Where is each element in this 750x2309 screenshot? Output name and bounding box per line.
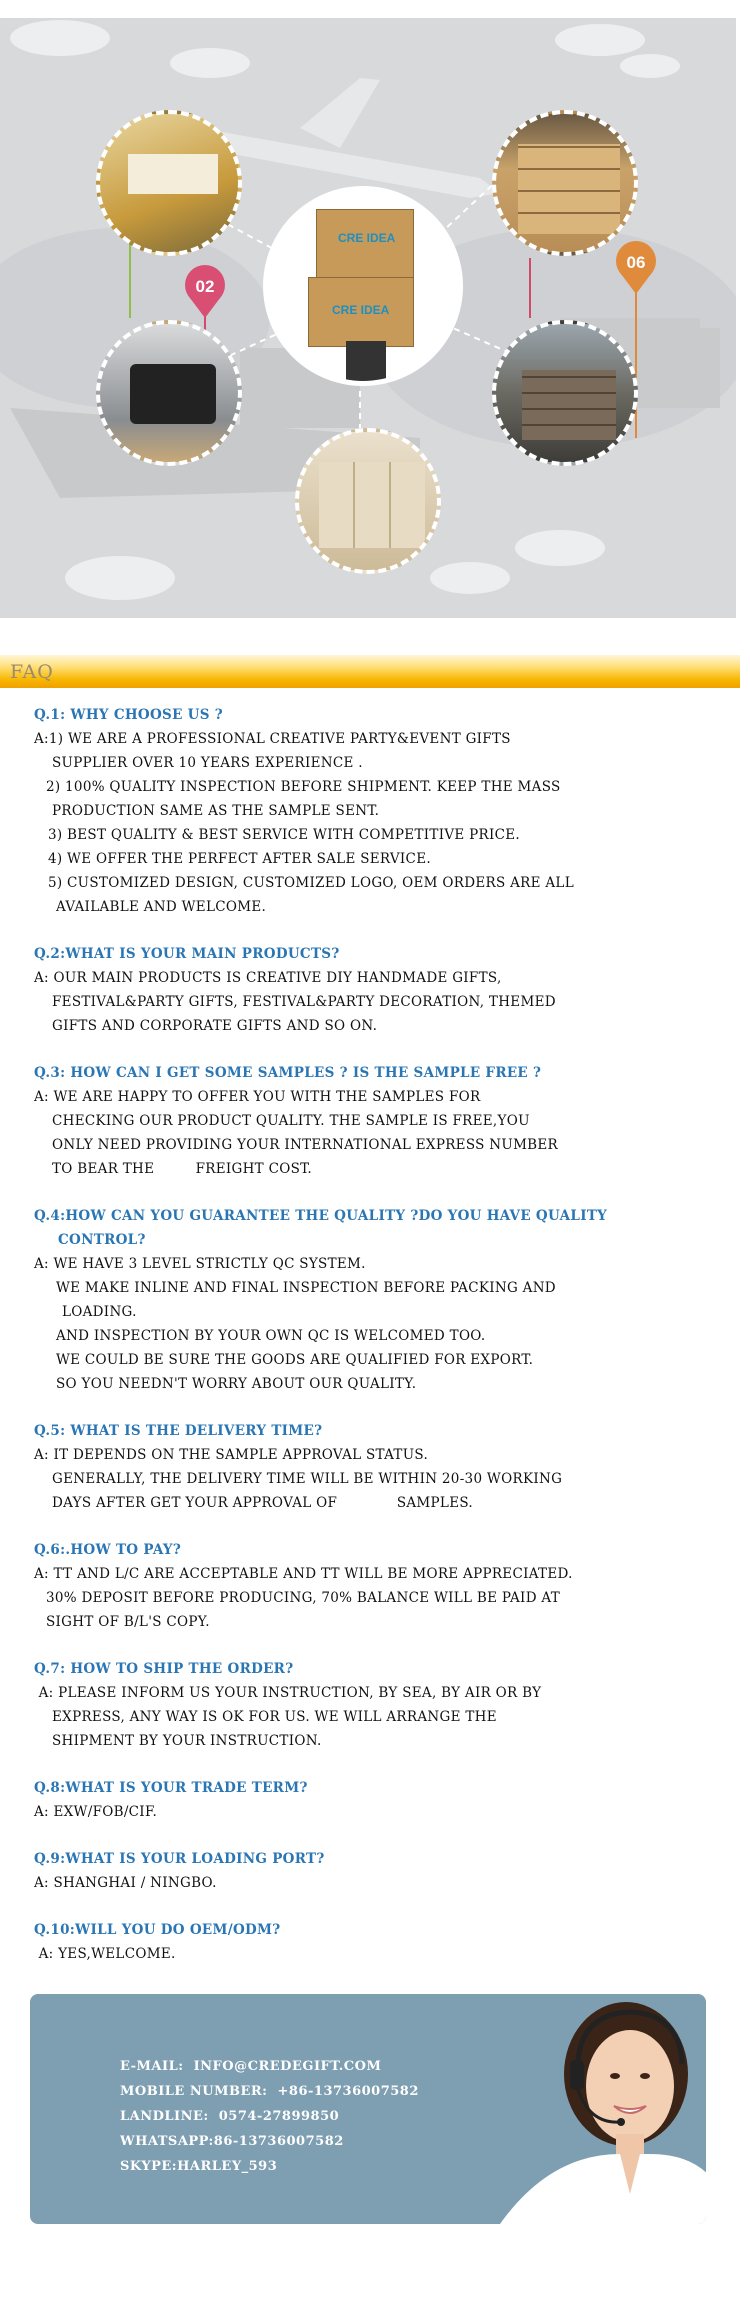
faq-answer-line: CHECKING OUR PRODUCT QUALITY. THE SAMPLE IS FREE,YOU [52,1113,530,1129]
faq-question-line: Q.2:WHAT IS YOUR MAIN PRODUCTS? [34,946,340,962]
faq-list [34,703,724,1989]
faq-item [34,1061,724,1181]
faq-item [34,942,724,1038]
faq-answer-line: A: SHANGHAI / NINGBO. [34,1875,217,1891]
faq-item [34,1204,724,1396]
faq-answer-line: GENERALLY, THE DELIVERY TIME WILL BE WITHIN 20-30 WORKING [52,1471,563,1487]
faq-answer-line: TO BEAR THE FREIGHT COST. [52,1161,313,1177]
faq-question-line: Q.6:.HOW TO PAY? [34,1542,182,1558]
faq-answer [34,1562,724,1634]
faq-answer-line: ONLY NEED PROVIDING YOUR INTERNATIONAL EXPRESS NUMBER [52,1137,559,1153]
faq-item [34,1538,724,1634]
photo-person-with-boxes [263,186,463,386]
faq-question [34,703,724,727]
faq-question-line: Q.3: HOW CAN I GET SOME SAMPLES ? IS THE SAMPLE FREE ? [34,1065,542,1081]
faq-answer-line: A: TT AND L/C ARE ACCEPTABLE AND TT WILL BE MORE APPRECIATED. [34,1566,573,1582]
photo-packed-product [96,320,242,466]
contact-landline: LANDLINE: 0574-27899850 [120,2109,340,2124]
step-badge-06: 06 [626,253,646,272]
faq-answer [34,966,724,1038]
faq-answer-line: DAYS AFTER GET YOUR APPROVAL OF SAMPLES. [52,1495,474,1511]
faq-answer [34,1871,724,1895]
faq-question-line: Q.1: WHY CHOOSE US ? [34,707,224,723]
step-badge-02: 02 [195,277,215,296]
faq-answer-line: A: PLEASE INFORM US YOUR INSTRUCTION, BY SEA, BY AIR OR BY [34,1685,542,1701]
faq-answer-line: EXPRESS, ANY WAY IS OK FOR US. WE WILL ARRANGE THE [52,1709,497,1725]
faq-item [34,1918,724,1966]
faq-answer [34,1942,724,1966]
faq-item [34,1419,724,1515]
faq-answer [34,1800,724,1824]
faq-answer-line: 5) CUSTOMIZED DESIGN, CUSTOMIZED LOGO, OEM ORDERS ARE ALL [48,875,574,891]
faq-item [34,1657,724,1753]
faq-question [34,1847,724,1871]
faq-answer-line: WE COULD BE SURE THE GOODS ARE QUALIFIED FOR EXPORT. [56,1352,534,1368]
faq-question [34,1061,724,1085]
faq-question-line: Q.7: HOW TO SHIP THE ORDER? [34,1661,294,1677]
faq-answer-line: SUPPLIER OVER 10 YEARS EXPERIENCE . [52,755,363,771]
faq-answer-line: FESTIVAL&PARTY GIFTS, FESTIVAL&PARTY DECORATION, THEMED [52,994,556,1010]
faq-answer [34,1085,724,1181]
faq-answer-line: AVAILABLE AND WELCOME. [56,899,267,915]
faq-question-line: Q.8:WHAT IS YOUR TRADE TERM? [34,1780,308,1796]
box-label-bottom: CRE IDEA [332,303,390,317]
photo-carton-stack [295,428,441,574]
faq-answer-line: GIFTS AND CORPORATE GIFTS AND SO ON. [52,1018,378,1034]
faq-answer [34,1252,724,1396]
faq-question [34,1918,724,1942]
faq-question-line: CONTROL? [58,1232,146,1248]
faq-answer [34,1443,724,1515]
faq-answer-line: 3) BEST QUALITY & BEST SERVICE WITH COMPETITIVE PRICE. [48,827,520,843]
faq-answer-line: 4) WE OFFER THE PERFECT AFTER SALE SERVICE. [48,851,431,867]
faq-answer-line: A:1) WE ARE A PROFESSIONAL CREATIVE PARTY&EVENT GIFTS [34,731,511,747]
faq-answer-line: A: OUR MAIN PRODUCTS IS CREATIVE DIY HANDMADE GIFTS, [34,970,502,986]
faq-header-bar [0,655,740,688]
faq-answer-line: 2) 100% QUALITY INSPECTION BEFORE SHIPMENT. KEEP THE MASS [46,779,561,795]
faq-question [34,1419,724,1443]
faq-answer-line: A: WE HAVE 3 LEVEL STRICTLY QC SYSTEM. [34,1256,366,1272]
faq-answer-line: PRODUCTION SAME AS THE SAMPLE SENT. [52,803,380,819]
faq-answer-line: SIGHT OF B/L'S COPY. [46,1614,210,1630]
faq-question [34,1776,724,1800]
faq-item [34,1847,724,1895]
faq-answer-line: A: WE ARE HAPPY TO OFFER YOU WITH THE SAMPLES FOR [34,1089,481,1105]
faq-answer [34,1681,724,1753]
faq-question [34,1657,724,1681]
faq-answer-line: SO YOU NEEDN'T WORRY ABOUT OUR QUALITY. [56,1376,417,1392]
faq-answer-line: 30% DEPOSIT BEFORE PRODUCING, 70% BALANCE WILL BE PAID AT [46,1590,561,1606]
faq-question-line: Q.4:HOW CAN YOU GUARANTEE THE QUALITY ?DO YOU HAVE QUALITY [34,1208,608,1224]
contact-whatsapp: WHATSAPP:86-13736007582 [120,2134,344,2149]
box-label-top: CRE IDEA [338,231,396,245]
faq-question-line: Q.9:WHAT IS YOUR LOADING PORT? [34,1851,325,1867]
photo-pallet-loading [492,320,638,466]
faq-answer-line: A: EXW/FOB/CIF. [34,1804,158,1820]
faq-answer-line: A: IT DEPENDS ON THE SAMPLE APPROVAL STATUS. [34,1447,429,1463]
hero-illustration [0,18,736,618]
photo-warehouse-cartons [492,110,638,256]
contact-email: E-MAIL: INFO@CREDEGIFT.COM [120,2059,382,2074]
contact-panel [30,1994,706,2224]
faq-answer-line: SHIPMENT BY YOUR INSTRUCTION. [52,1733,322,1749]
photo-product-tray [96,110,242,256]
faq-question-line: Q.5: WHAT IS THE DELIVERY TIME? [34,1423,323,1439]
faq-question [34,1204,724,1252]
faq-item [34,1776,724,1824]
faq-question [34,1538,724,1562]
faq-answer-line: LOADING. [62,1304,137,1320]
faq-item [34,703,724,919]
faq-question-line: Q.10:WILL YOU DO OEM/ODM? [34,1922,281,1938]
faq-answer-line: WE MAKE INLINE AND FINAL INSPECTION BEFORE PACKING AND [56,1280,556,1296]
contact-mobile: MOBILE NUMBER: +86-13736007582 [120,2084,419,2099]
faq-title: FAQ [10,661,54,683]
faq-answer [34,727,724,919]
contact-skype: SKYPE:HARLEY_593 [120,2159,278,2174]
faq-answer-line: AND INSPECTION BY YOUR OWN QC IS WELCOMED TOO. [56,1328,486,1344]
contact-details [120,2054,419,2179]
faq-answer-line: A: YES,WELCOME. [34,1946,176,1962]
faq-question [34,942,724,966]
